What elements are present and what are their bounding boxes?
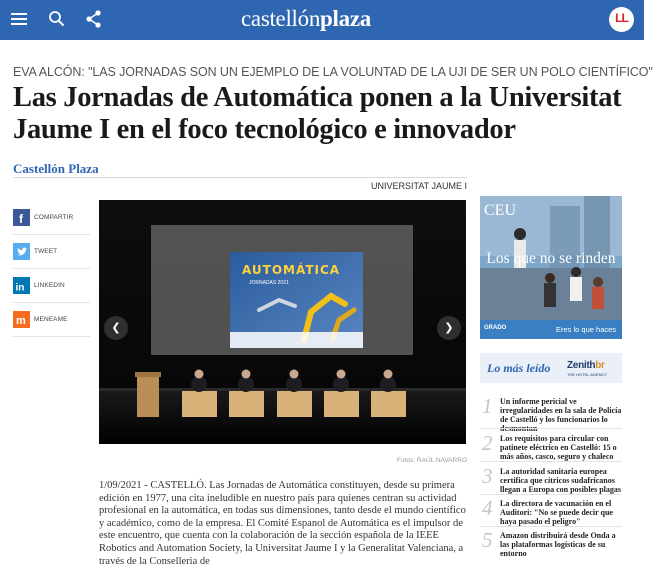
- share-meneame-button[interactable]: [13, 307, 90, 337]
- svg-text:f: f: [19, 212, 23, 226]
- article-headline: Las Jornadas de Automática ponen a la Universitat Jaume I en el foco tecnológico e innovador: [13, 82, 622, 145]
- ad-footer-left: GRADO: [484, 325, 507, 331]
- article-dateline: 1/09/2021 - CASTELLÓ.: [99, 480, 207, 491]
- share-linkedin-label: LINKEDIN: [34, 282, 65, 289]
- most-read-divider: [480, 428, 622, 429]
- article-kicker: EVA ALCÓN: "LAS JORNADAS SON UN EJEMPLO DE LA VOLUNTAD DE LA UJI DE SER UN POLO CIENTÍFICO": [13, 65, 653, 79]
- ll-logo[interactable]: [609, 7, 634, 32]
- share-icon[interactable]: [85, 9, 103, 29]
- ad-footer-right: Eres lo que haces: [556, 325, 617, 334]
- ad-footer: [480, 320, 622, 339]
- byline-divider: [13, 177, 467, 178]
- svg-text:in: in: [15, 282, 25, 294]
- most-read-header: [480, 353, 622, 383]
- most-read-divider: [480, 461, 622, 462]
- most-read-text: La directora de vacunación en el Auditori: "No se puede decir que haya pasado el peligro": [500, 499, 613, 526]
- twitter-icon: [13, 243, 30, 260]
- most-read-number: 3: [482, 464, 493, 488]
- article-body-text: Las Jornadas de Automática constituyen, desde su primera edición en 1977, una cita ineludible en nuestro país para quienes centran su actividad profesional en la automática, en todas sus dimensiones, tanto desde el mundo científico y académico, como de la empresa. El Comité Espanol de Automática es el impulsor de este encuentro, que cuenta con la colaboración de la sección española de la IEEE Robotics and Automation Society, la Universitat Jaume I y la Generalitat Valenciana, a través de la Conselleria de: [99, 480, 466, 567]
- linkedin-icon: [13, 277, 30, 294]
- zenith-sponsor-logo[interactable]: [564, 358, 620, 378]
- share-facebook-label: COMPARTIR: [34, 214, 74, 221]
- article-tag[interactable]: UNIVERSITAT JAUME I: [370, 181, 467, 191]
- share-twitter-label: TWEET: [34, 248, 58, 255]
- ad-brand: CEU: [484, 202, 516, 219]
- article-byline[interactable]: Castellón Plaza: [13, 161, 99, 176]
- most-read-text: La autoridad sanitaria europea certifica que cítricos sudafricanos llegan a Europa con posibles plagas: [500, 467, 621, 494]
- svg-text:m: m: [16, 315, 26, 327]
- carousel-next-button[interactable]: ❯: [437, 316, 461, 340]
- most-read-text: Los requisitos para circular con patinete eléctrico en Castelló: 15 o más años, casco, seguro y chaleco: [500, 434, 617, 461]
- most-read-text: Un informe pericial ve irregularidades en la sala de Policía de Castelló y los funcionarios lo: [500, 397, 622, 424]
- search-icon[interactable]: [48, 10, 66, 28]
- menu-icon[interactable]: [11, 13, 27, 26]
- photo-caption: Fotos: RAÚL NAVARRO: [397, 457, 467, 464]
- site-logo[interactable]: [241, 6, 371, 32]
- most-read-number: 2: [482, 431, 493, 455]
- slide-subtitle: JORNADAS 2021: [249, 280, 289, 286]
- share-facebook-button[interactable]: [13, 205, 90, 235]
- ceu-advertisement[interactable]: [480, 196, 622, 339]
- article-photo[interactable]: [99, 200, 466, 444]
- facebook-icon: [13, 209, 30, 226]
- meneame-icon: [13, 311, 30, 328]
- most-read-text: Amazon distribuirá desde Onda a las plataformas logísticas de su entorno: [500, 531, 616, 558]
- ad-slogan: Los que no se rinden: [486, 250, 616, 267]
- share-meneame-label: MENEAME: [34, 316, 68, 323]
- article-body: [99, 480, 469, 568]
- most-read-divider: [480, 494, 622, 495]
- most-read-title: Lo más leído: [487, 361, 551, 375]
- carousel-prev-button[interactable]: ❮: [104, 316, 128, 340]
- slide-title: AUTOMÁTICA: [242, 263, 341, 277]
- sponsor-tagline: THE HOTEL AGENCY: [567, 372, 608, 377]
- top-bar: [0, 0, 644, 40]
- ll-logo-text: LL: [615, 11, 628, 25]
- brand-light: castellón: [241, 6, 321, 31]
- sponsor-suffix: br: [595, 360, 605, 371]
- brand-bold: plaza: [320, 6, 371, 31]
- share-linkedin-button[interactable]: [13, 273, 90, 303]
- most-read-number: 5: [482, 528, 493, 552]
- share-twitter-button[interactable]: [13, 239, 90, 269]
- most-read-number: 1: [482, 394, 493, 418]
- sponsor-name: Zenith: [567, 360, 596, 371]
- stage-illustration: [99, 200, 466, 444]
- most-read-number: 4: [482, 496, 493, 520]
- most-read-divider: [480, 526, 622, 527]
